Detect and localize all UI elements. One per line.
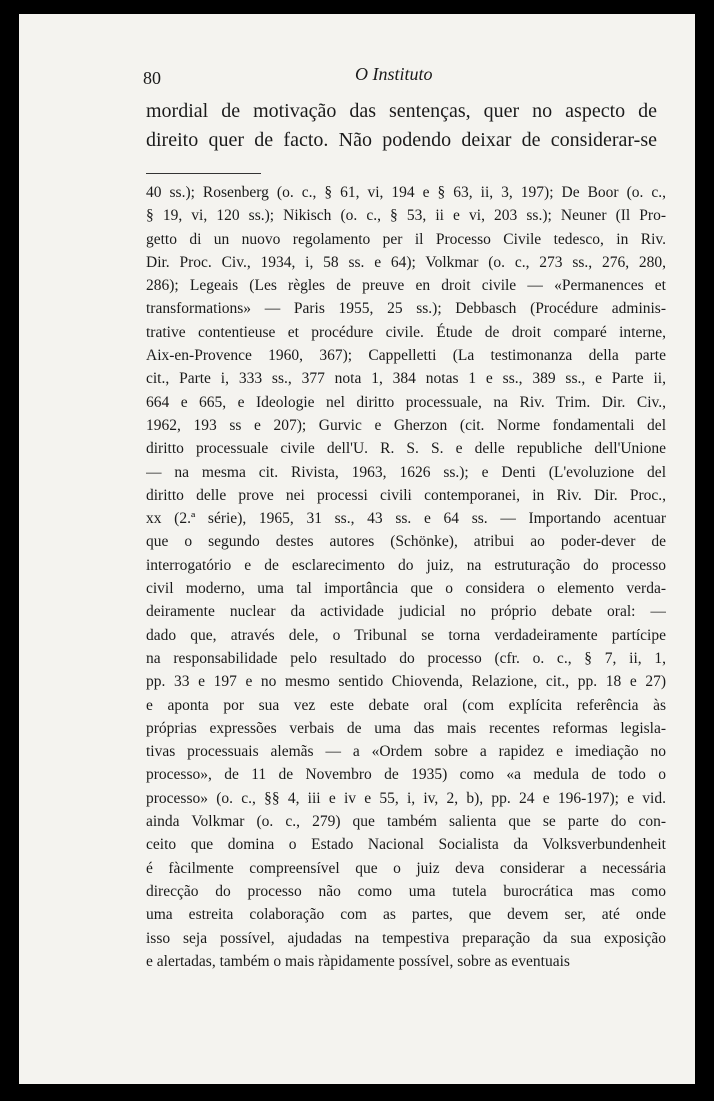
footnote-line: interrogatório e de esclarecimento do juiz, na estruturação do processo	[146, 556, 666, 574]
body-line: mordial de motivação das sentenças, quer no aspecto de	[146, 100, 657, 122]
footnote-line: tivas processuais alemãs — a «Ordem sobre a rapidez e imediação no	[146, 743, 666, 761]
footnote-line: é fàcilmente compreensível que o juiz deva considerar a necessária	[146, 859, 666, 877]
page-number: 80	[143, 68, 161, 88]
footnote-line: civil moderno, uma tal importância que o considera o elemento verda-	[146, 580, 666, 598]
footnote-line: uma estreita colaboração com as partes, que devem ser, até onde	[146, 906, 666, 924]
footnote-line: Dir. Proc. Civ., 1934, i, 58 ss. e 64); Volkmar (o. c., 273 ss., 276, 280,	[146, 253, 666, 271]
footnote-line: isso seja possível, ajudadas na tempestiva preparação da sua exposição	[146, 929, 666, 947]
footnote-line: e aponta por sua vez este debate oral (com explícita referência às	[146, 696, 666, 714]
footnote-line: 40 ss.); Rosenberg (o. c., § 61, vi, 194 e § 63, ii, 3, 197); De Boor (o. c.,	[146, 184, 666, 201]
footnote-line: e alertadas, também o mais ràpidamente possível, sobre as eventuais	[146, 952, 570, 970]
footnote-line: ainda Volkmar (o. c., 279) que também salienta que se parte do con-	[146, 813, 666, 831]
footnote-line: diritto processuale civile dell'U. R. S. S. e delle republiche dell'Unione	[146, 440, 666, 458]
footnote-line: trative contentieuse et procédure civile. Étude de droit comparé interne,	[146, 323, 666, 341]
running-title: O Instituto	[355, 64, 433, 84]
footnote-line: cit., Parte i, 333 ss., 377 nota 1, 384 notas 1 e ss., 389 ss., e Parte ii,	[146, 370, 666, 388]
footnote-block	[146, 181, 666, 973]
footnote-line: § 19, vi, 120 ss.); Nikisch (o. c., § 53, ii e vi, 203 ss.); Neuner (Il Pro-	[146, 207, 666, 225]
footnote-line: ceito que domina o Estado Nacional Socialista da Volksverbundenheit	[146, 836, 666, 854]
footnote-line: 286); Legeais (Les règles de preuve en droit civile — «Permanences et	[146, 277, 666, 295]
footnote-line: xx (2.ª série), 1965, 31 ss., 43 ss. e 64 ss. — Importando acentuar	[146, 510, 666, 528]
footnote-line: processo» (o. c., §§ 4, iii e iv e 55, i, iv, 2, b), pp. 24 e 196-197); e vid.	[146, 789, 666, 807]
footnote-divider	[146, 173, 261, 174]
body-text	[146, 97, 657, 155]
footnote-line: na responsabilidade pelo resultado do processo (cfr. o. c., § 7, ii, 1,	[146, 649, 666, 667]
footnote-line: Aix-en-Provence 1960, 367); Cappelletti (La testimonanza della parte	[146, 347, 666, 365]
footnote-line: — na mesma cit. Rivista, 1963, 1626 ss.); e Denti (L'evoluzione del	[146, 463, 666, 481]
footnote-line: 1962, 193 ss e 207); Gurvic e Gherzon (cit. Norme fondamentali del	[146, 416, 666, 434]
footnote-line: 664 e 665, e Ideologie nel diritto processuale, na Riv. Trim. Dir. Civ.,	[146, 393, 666, 411]
footnote-line: deiramente nuclear da actividade judicial no próprio debate oral: —	[146, 603, 666, 621]
footnote-line: processo», de 11 de Novembro de 1935) como «a medula de todo o	[146, 766, 666, 784]
footnote-line: dado que, através dele, o Tribunal se torna verdadeiramente partícipe	[146, 626, 666, 644]
footnote-line: getto di un nuovo regolamento per il Processo Civile tedesco, in Riv.	[146, 230, 666, 248]
footnote-line: pp. 33 e 197 e no mesmo sentido Chiovenda, Relazione, cit., pp. 18 e 27)	[146, 673, 666, 691]
body-line: direito quer de facto. Não podendo deixar de considerar-se	[146, 129, 657, 151]
footnote-line: próprias expressões verbais de uma das mais recentes reformas legisla-	[146, 719, 666, 737]
footnote-line: diritto delle prove nei processi civili contemporanei, in Riv. Dir. Proc.,	[146, 486, 666, 504]
footnote-line: que o segundo destes autores (Schönke), atribui ao poder-dever de	[146, 533, 666, 551]
footnote-line: direcção do processo não como uma tutela burocrática mas como	[146, 882, 666, 900]
footnote-line: transformations» — Paris 1955, 25 ss.); Debbasch (Procédure adminis-	[146, 300, 666, 318]
